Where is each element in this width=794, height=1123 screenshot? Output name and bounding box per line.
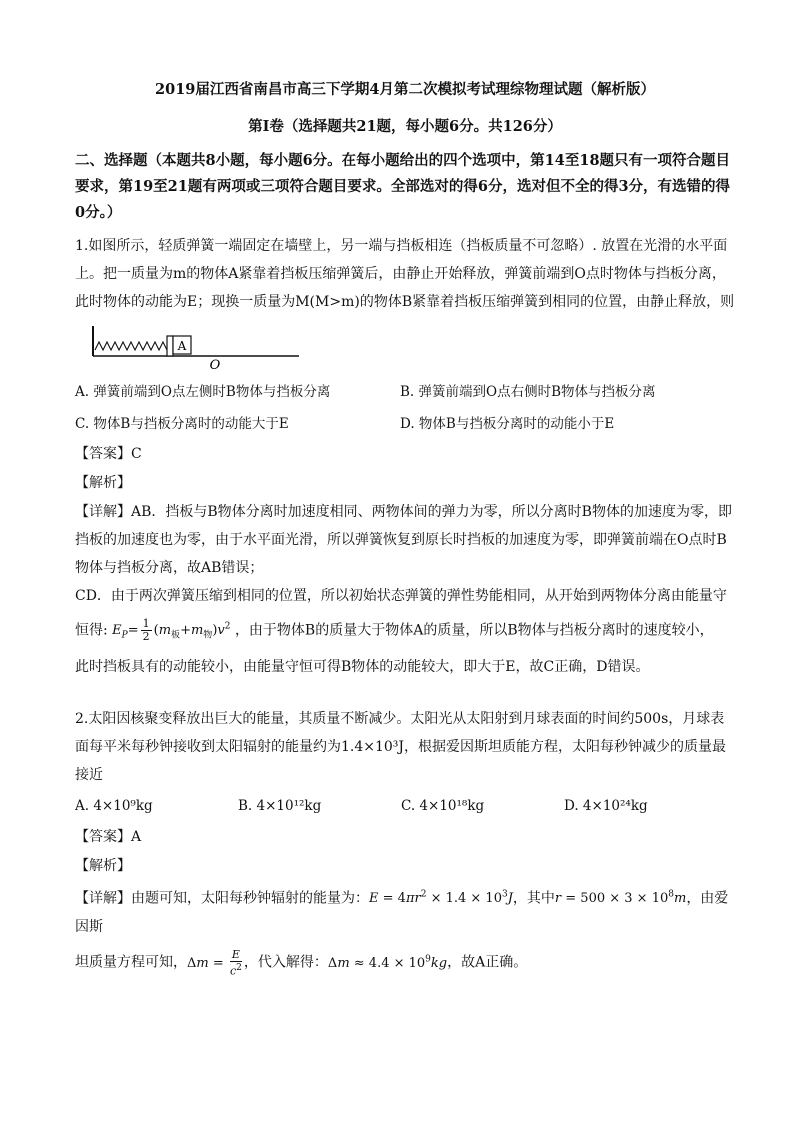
q2-detail-2: [75, 941, 735, 981]
q2-detail-1c: ，由爱因斯: [75, 890, 729, 936]
q1-options-row-2: [75, 408, 735, 440]
q2-detail-1a: 【详解】由题可知，太阳每秒钟辐射的能量为：: [75, 890, 369, 907]
q2-option-c: C. 4×10¹⁸kg: [401, 797, 485, 814]
energy-formula: $E_P=$ $\frac{1}{2}$ $(m_板+m_物)v^2$: [112, 617, 231, 644]
q2-option-d: D. 4×10²⁴kg: [564, 797, 648, 814]
q1-option-d: D. 物体B与挡板分离时的动能小于E: [400, 416, 615, 432]
q2-options-row: [75, 789, 735, 823]
q2-answer: 【答案】A: [75, 828, 142, 845]
q1-detail-ab: 【详解】AB．挡板与B物体分离时加速度相同、两物体间的弹力为零，所以分离时B物体的加速度为零，即挡板的加速度也为零，由于水平面光滑，所以弹簧恢复到原长时挡板的加速度为零，即弹簧前端在O点时B物体与挡板分离，故AB错误；: [75, 504, 732, 576]
section-instructions: 二、选择题（本题共8小题，每小题6分。在每小题给出的四个选项中，第14至18题只有一项符合题目要求，第19至21题有两项或三项符合题目要求。全部选对的得6分，选对但不全的得3分，有选错的得0分。）: [75, 152, 731, 221]
q1-option-a: A. 弹簧前端到O点左侧时B物体与挡板分离: [75, 384, 331, 400]
point-o-label: O: [209, 358, 221, 372]
spring-coil: [95, 342, 167, 350]
q1-detail-cd-2b: ，由于物体B的质量大于物体A的质量，所以B物体与挡板分离时的速度较小，: [234, 622, 714, 639]
q1-detail-cd-2: [75, 610, 735, 653]
q2-option-b: B. 4×10¹²kg: [238, 797, 322, 814]
document-title: 2019届江西省南昌市高三下学期4月第二次模拟考试理综物理试题（解析版）: [155, 81, 655, 98]
q2-detail-2c: ，故A正确。: [447, 954, 528, 971]
q2-detail-1b: ，其中: [512, 890, 555, 907]
q2-option-a: A. 4×10⁹kg: [75, 797, 153, 814]
q1-analysis-label: 【解析】: [75, 475, 131, 491]
q1-detail-cd-3: 此时挡板具有的动能较小，由能量守恒可得B物体的动能较大，即大于E，故C正确，D错误。: [75, 658, 650, 675]
q1-option-c: C. 物体B与挡板分离时的动能大于E: [75, 416, 289, 432]
mass-result-formula: $\Delta m \approx 4.4 \times 10^9kg$: [327, 954, 448, 971]
spring-block-diagram: [89, 322, 309, 372]
q1-detail-cd-1: CD．由于两次弹簧压缩到相同的位置，所以初始状态弹簧的弹性势能相同，从开始到两物体分离由能量守: [75, 588, 727, 604]
q1-figure: [89, 322, 735, 372]
document-subtitle: 第Ⅰ卷（选择题共21题，每小题6分。共126分）: [248, 118, 562, 135]
baffle-plate: [167, 336, 173, 356]
radiation-energy-formula: $E = 4\pi r^2 \times 1.4 \times 10^3J$: [369, 889, 513, 907]
q1-option-b: B. 弹簧前端到O点右侧时B物体与挡板分离: [400, 384, 656, 400]
document-page: [75, 78, 735, 982]
q2-analysis-label: 【解析】: [75, 857, 131, 874]
q2-detail-2b: ，代入解得：: [243, 954, 328, 971]
radius-formula: $r = 500 \times 3 \times 10^8m$: [554, 889, 687, 907]
q2-detail-1: [75, 881, 735, 941]
q1-answer: 【答案】C: [75, 446, 142, 462]
q1-options-row-1: [75, 376, 735, 408]
mass-energy-formula: Δm = $\frac{E}{c^2}$: [187, 947, 242, 978]
q2-stem: 2.太阳因核聚变释放出巨大的能量，其质量不断减少。太阳光从太阳射到月球表面的时间约500s，月球表面每平米每秒钟接收到太阳辐射的能量约为1.4×10³J，根据爱因斯坦质能方程，太阳每秒钟减少的质量最接近: [75, 710, 727, 783]
block-a-label: A: [177, 339, 187, 353]
q1-detail-cd-2a: 恒得:: [75, 622, 108, 639]
q1-stem: 1.如图所示，轻质弹簧一端固定在墙壁上，另一端与挡板相连（挡板质量不可忽略）. 放置在光滑的水平面上。把一质量为m的物体A紧靠着挡板压缩弹簧后，由静止开始释放，弹簧前端到O点时物体与挡板分离，此时物体的动能为E；现换一质量为M(M>m)的物体B紧靠着挡板压缩弹簧到相同的位置，由静止释放，则: [75, 238, 735, 310]
q2-detail-2a: 坦质量方程可知，: [75, 954, 187, 971]
